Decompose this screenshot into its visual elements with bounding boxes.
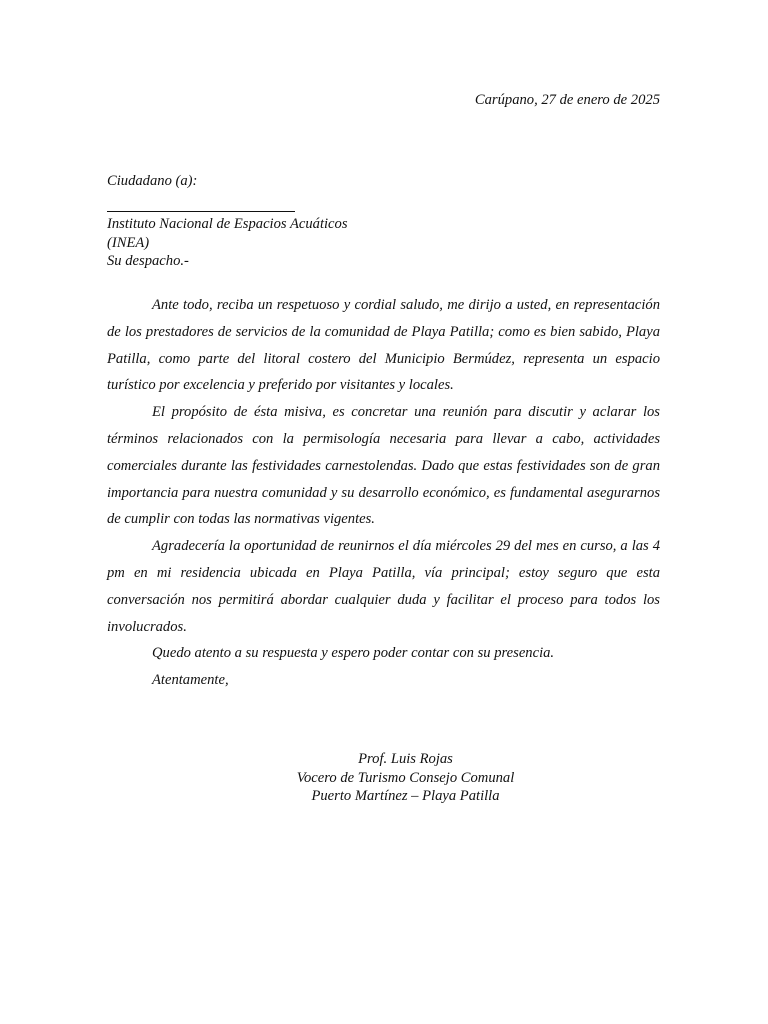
body-paragraph-sign-off: Atentamente,	[152, 672, 229, 689]
letter-body	[107, 292, 660, 694]
recipient-greeting: Ciudadano (a):	[107, 173, 198, 189]
signature-position: Vocero de Turismo Consejo Comunal	[296, 769, 515, 786]
letter-date: Carúpano, 27 de enero de 2025	[474, 92, 660, 108]
recipient-block	[107, 171, 667, 271]
recipient-institution: Instituto Nacional de Espacios Acuáticos	[107, 216, 348, 232]
signature-location: Puerto Martínez – Playa Patilla	[311, 788, 500, 804]
signature-block	[107, 750, 704, 806]
recipient-office: Su despacho.-	[107, 253, 189, 269]
body-paragraph-greeting: Ante todo, reciba un respetuoso y cordial saludo, me dirijo a usted, en representación de los prestadores de servicios de la comunidad de Playa Patilla; como es bien sabido, Playa Patilla, como parte del litoral costero del Municipio Bermúdez, representa un espacio turístico por excelencia y preferido por visitantes y locales.	[107, 297, 660, 394]
signature-name: Prof. Luis Rojas	[358, 751, 453, 767]
body-paragraph-purpose: El propósito de ésta misiva, es concretar una reunión para discutir y aclarar los términos relacionados con la permisología necesaria para llevar a cabo, actividades comerciales durante las festividades carnestolendas. Dado que estas festividades son de gran importancia para nuestra comunidad y su desarrollo económico, es fundamental asegurarnos de cumplir con todas las normativas vigentes.	[107, 404, 660, 528]
recipient-name-blank-line	[107, 211, 295, 212]
body-paragraph-meeting: Agradecería la oportunidad de reunirnos el día miércoles 29 del mes en curso, a las 4 pm en mi residencia ubicada en Playa Patilla, vía principal; estoy seguro que esta conversación nos permitirá abordar cualquier duda y facilitar el proceso para todos los involucrados.	[107, 538, 660, 635]
recipient-acronym: (INEA)	[107, 234, 150, 251]
body-paragraph-closing: Quedo atento a su respuesta y espero poder contar con su presencia.	[152, 645, 555, 662]
